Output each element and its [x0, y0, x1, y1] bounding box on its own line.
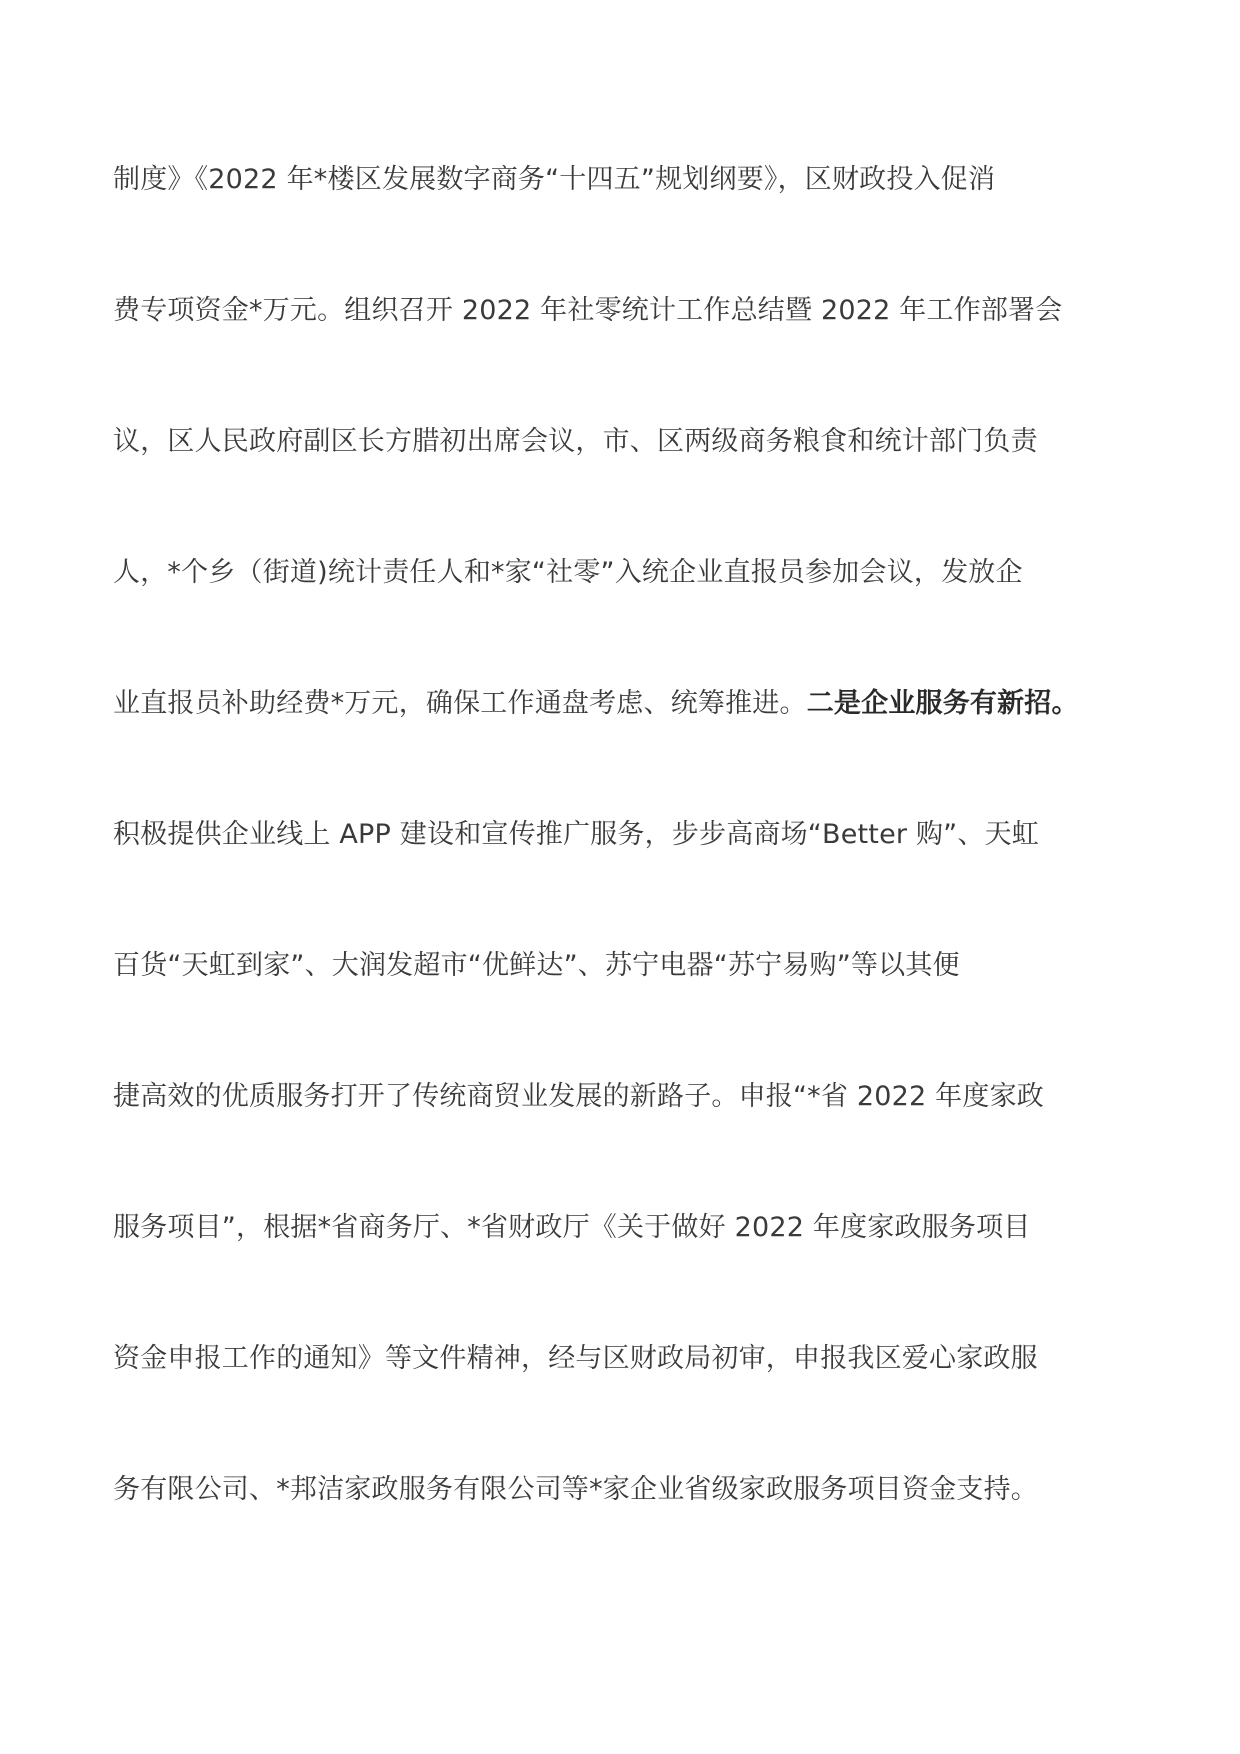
text-line-10: 资金申报工作的通知》等文件精神，经与区财政局初审，申报我区爱心家政服	[113, 1343, 1038, 1374]
text-line-8: 捷高效的优质服务打开了传统商贸业发展的新路子。申报“*省 2022 年度家政	[113, 1081, 1044, 1112]
text-line-1: 制度》《2022 年*楼区发展数字商务“十四五”规划纲要》，区财政投入促消	[113, 164, 996, 195]
text-line-2: 费专项资金*万元。组织召开 2022 年社零统计工作总结暨 2022 年工作部署会	[113, 295, 1063, 326]
text-line-5: 业直报员补助经费*万元，确保工作通盘考虑、统筹推进。二是企业服务有新招。	[113, 688, 1079, 719]
bold-heading: 二是企业服务有新招。	[806, 688, 1079, 719]
text-line-4: 人，*个乡（街道)统计责任人和*家“社零”入统企业直报员参加会议，发放企	[113, 557, 1023, 588]
text-line-9: 服务项目”，根据*省商务厅、*省财政厅《关于做好 2022 年度家政服务项目	[113, 1212, 1031, 1243]
text-line-7: 百货“天虹到家”、大润发超市“优鲜达”、苏宁电器“苏宁易购”等以其便	[113, 950, 960, 981]
text-line-6: 积极提供企业线上 APP 建设和宣传推广服务，步步高商场“Better 购”、天虹	[113, 819, 1039, 850]
text-line-3: 议，区人民政府副区长方腊初出席会议，市、区两级商务粮食和统计部门负责	[113, 426, 1038, 457]
text-line-11: 务有限公司、*邦洁家政服务有限公司等*家企业省级家政服务项目资金支持。	[113, 1474, 1038, 1505]
